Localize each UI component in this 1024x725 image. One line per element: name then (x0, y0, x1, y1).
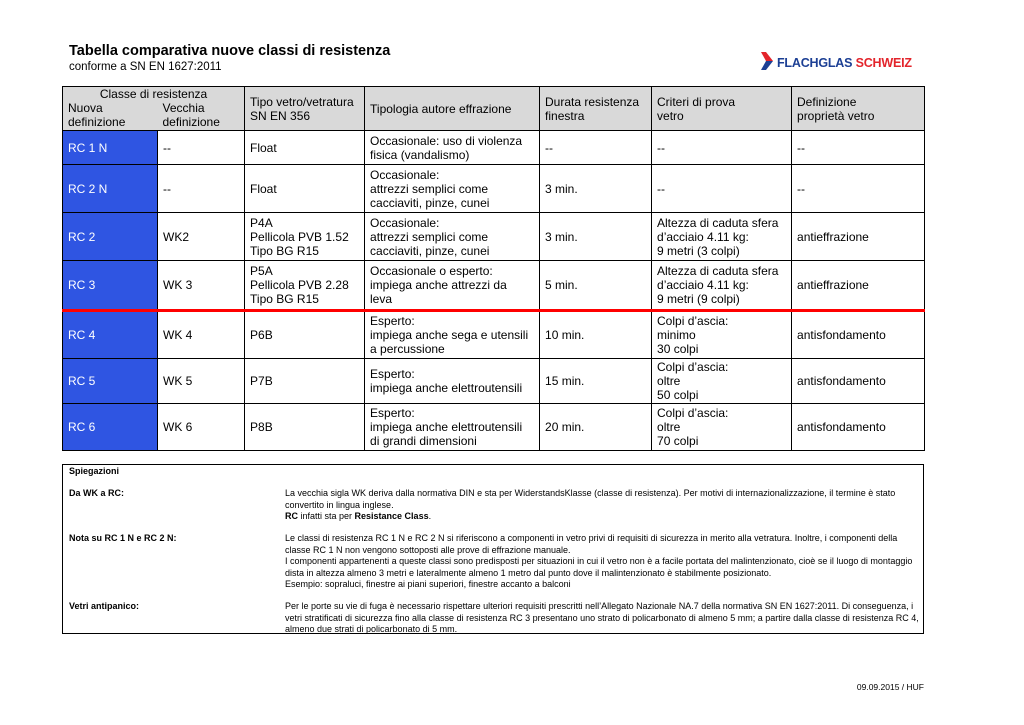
note-paragraph: Esempio: sopraluci, finestre ai piani superiori, finestre accanto a balconi (285, 579, 571, 589)
cell-vecchia: WK2 (158, 213, 245, 261)
cell-criteri: -- (652, 165, 792, 213)
cell-definizione: antisfondamento (792, 311, 925, 359)
cell-criteri: Colpi d’ascia: minimo 30 colpi (652, 311, 792, 359)
cell-criteri: Altezza di caduta sfera d’acciaio 4.11 kg: 9 metri (9 colpi) (652, 261, 792, 311)
page-subtitle: conforme a SN EN 1627:2011 (69, 61, 222, 73)
cell-tipo: P7B (245, 359, 365, 404)
cell-vecchia: WK 6 (158, 404, 245, 451)
cell-tipologia: Esperto: impiega anche elettroutensili di grandi dimensioni (365, 404, 540, 451)
cell-vecchia: WK 5 (158, 359, 245, 404)
cell-tipologia: Esperto: impiega anche sega e utensili a percussione (365, 311, 540, 359)
cell-nuova: RC 4 (63, 311, 158, 359)
cell-durata: 3 min. (540, 165, 652, 213)
cell-tipo: P8B (245, 404, 365, 451)
cell-definizione: -- (792, 131, 925, 165)
cell-tipo: P5A Pellicola PVB 2.28 Tipo BG R15 (245, 261, 365, 311)
cell-durata: 15 min. (540, 359, 652, 404)
company-logo (759, 51, 924, 73)
header-definizione: Definizione proprietà vetro (792, 87, 925, 131)
cell-tipo: P4A Pellicola PVB 1.52 Tipo BG R15 (245, 213, 365, 261)
header-criteri: Criteri di prova vetro (652, 87, 792, 131)
cell-vecchia: WK 4 (158, 311, 245, 359)
logo-text-part1: FLACHGLAS (777, 56, 853, 70)
cell-durata: 5 min. (540, 261, 652, 311)
cell-tipo: P6B (245, 311, 365, 359)
cell-criteri: Colpi d’ascia: oltre 50 colpi (652, 359, 792, 404)
note-label: Da WK a RC: (69, 488, 125, 498)
notes-box (62, 464, 924, 634)
note-rc-end: . (428, 511, 432, 521)
cell-vecchia: -- (158, 165, 245, 213)
header-tipologia: Tipologia autore effrazione (365, 87, 540, 131)
note-rc-bold: RC (285, 511, 298, 521)
cell-nuova: RC 5 (63, 359, 158, 404)
cell-nuova: RC 6 (63, 404, 158, 451)
cell-definizione: -- (792, 165, 925, 213)
comparison-table (62, 86, 925, 451)
note-rc-mid: infatti sta per (298, 511, 355, 521)
cell-vecchia: -- (158, 131, 245, 165)
cell-nuova: RC 2 N (63, 165, 158, 213)
header-tipo: Tipo vetro/vetratura SN EN 356 (245, 87, 365, 131)
cell-nuova: RC 3 (63, 261, 158, 311)
cell-criteri: -- (652, 131, 792, 165)
table-row (63, 165, 925, 213)
note-paragraph (285, 511, 920, 523)
cell-tipo: Float (245, 165, 365, 213)
header-nuova: Nuova definizione (63, 101, 158, 131)
header-classe: Classe di resistenza (63, 87, 245, 102)
logo-mark-icon (759, 51, 775, 71)
cell-vecchia: WK 3 (158, 261, 245, 311)
cell-tipo: Float (245, 131, 365, 165)
cell-tipologia: Occasionale o esperto: impiega anche attrezzi da leva (365, 261, 540, 311)
cell-tipologia: Occasionale: attrezzi semplici come cacciaviti, pinze, cunei (365, 213, 540, 261)
note-paragraph: La vecchia sigla WK deriva dalla normativa DIN e sta per WiderstandsKlasse (classe di resistenza). Per motivi di internazionalizzazione, il termine è stato convertito in lingua inglese. (285, 488, 896, 510)
header-durata: Durata resistenza finestra (540, 87, 652, 131)
cell-tipologia: Occasionale: uso di violenza fisica (vandalismo) (365, 131, 540, 165)
cell-tipologia: Occasionale: attrezzi semplici come cacciaviti, pinze, cunei (365, 165, 540, 213)
note-paragraph: I componenti appartenenti a queste classi sono predisposti per situazioni in cui il vetro non è a facile portata del malintenzionato, cioè se il luogo di montaggio dista in altezza almeno 3 metri e lateralmente almeno 1 metro dal punto dove il malintenzionato è stabilmente posizionato. (285, 556, 913, 578)
table-row (63, 404, 925, 451)
note-label: Vetri antipanico: (69, 601, 140, 611)
cell-definizione: antieffrazione (792, 213, 925, 261)
note-text (285, 488, 920, 523)
cell-durata: -- (540, 131, 652, 165)
note-label: Nota su RC 1 N e RC 2 N: (69, 533, 177, 543)
cell-definizione: antieffrazione (792, 261, 925, 311)
cell-definizione: antisfondamento (792, 404, 925, 451)
cell-durata: 10 min. (540, 311, 652, 359)
cell-tipologia: Esperto: impiega anche elettroutensili (365, 359, 540, 404)
footer-date: 09.09.2015 / HUF (856, 682, 924, 692)
cell-nuova: RC 1 N (63, 131, 158, 165)
logo-text (777, 56, 912, 70)
cell-criteri: Altezza di caduta sfera d’acciaio 4.11 kg: 9 metri (3 colpi) (652, 213, 792, 261)
table-row (63, 213, 925, 261)
notes-title: Spiegazioni (69, 466, 120, 476)
cell-durata: 20 min. (540, 404, 652, 451)
note-text (285, 601, 920, 636)
page-title: Tabella comparativa nuove classi di resistenza (69, 43, 391, 59)
note-rc-term: Resistance Class (354, 511, 429, 521)
note-text (285, 533, 920, 591)
cell-durata: 3 min. (540, 213, 652, 261)
table-row (63, 311, 925, 359)
table-row (63, 261, 925, 311)
cell-definizione: antisfondamento (792, 359, 925, 404)
logo-text-part2: SCHWEIZ (855, 56, 912, 70)
cell-criteri: Colpi d’ascia: oltre 70 colpi (652, 404, 792, 451)
table-row (63, 359, 925, 404)
note-paragraph: Le classi di resistenza RC 1 N e RC 2 N si riferiscono a componenti in vetro privi di requisiti di sicurezza in merito alla vetratura. Inoltre, i componenti della classe RC 1 N non vengono sottoposti alle prove di effrazione manuale. (285, 533, 898, 555)
cell-nuova: RC 2 (63, 213, 158, 261)
header-vecchia: Vecchia definizione (158, 101, 245, 131)
note-paragraph: Per le porte su vie di fuga è necessario rispettare ulteriori requisiti prescritti nell’Allegato Nazionale NA.7 della normativa SN EN 1627:2011. Di conseguenza, i vetri stratificati di sicurezza fino alla classe di resistenza RC 3 presentano uno strato di policarbonato di almeno 5 mm; a partire dalla classe di resistenza RC 4, almeno due strati di policarbonato di 5 mm. (285, 601, 919, 634)
table-row (63, 131, 925, 165)
